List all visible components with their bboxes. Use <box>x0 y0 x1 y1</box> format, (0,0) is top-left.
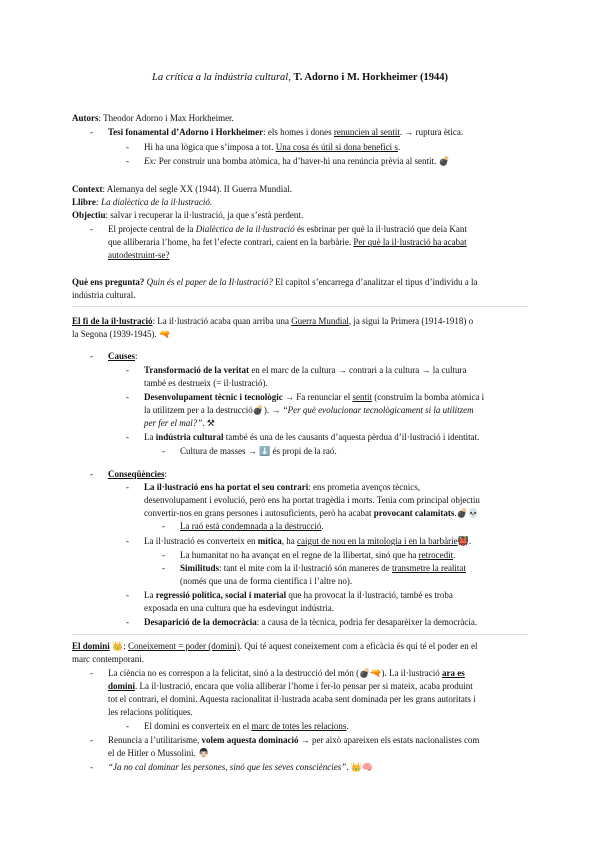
domini1-text3: tot el contrari, el domini. Aquesta racionalitat il·lustrada acaba sent dominada per les grans autoritats i <box>108 694 476 704</box>
cause2-bold: Desenvolupament tècnic i tecnològic <box>144 392 283 402</box>
question-label: Què ens pregunta? <box>72 277 145 287</box>
cons1-sub <box>180 520 324 532</box>
domini2-text3: el de Hitler o Mussolini. 👨🏻 <box>108 748 210 758</box>
domini1-sub-underline: marc de totes les relacions <box>251 721 347 731</box>
question-italic: Quin és el paper de la Il·lustració? <box>144 277 273 287</box>
cons1-sub-end: . <box>321 521 324 531</box>
consequences-colon: : <box>164 469 168 479</box>
authors-sub2 <box>144 155 450 167</box>
document-title <box>0 72 600 83</box>
fi-underline: Guerra Mundial <box>291 316 349 326</box>
cause2-line1 <box>144 391 484 403</box>
cons1-text3: convertir-nos en grans persones i autosuficients, però ha acabat <box>144 508 374 518</box>
cons2-sub2-text2: (només que una de forma científica i l’altre no). <box>180 576 353 586</box>
cause2-text3: la utilitzem per a la destrucció💣). → <box>144 405 283 415</box>
bullet-dash: - <box>90 224 93 234</box>
context-item-line3 <box>108 249 169 261</box>
cons2-sub2-bold: Similituds <box>180 563 220 573</box>
cons2-end: 👹. <box>457 536 472 546</box>
sub2-text: Per construir una bomba atòmica, ha d’haver-hi una renúncia prèvia al sentit. 💣 <box>156 156 450 166</box>
bullet-dash: - <box>90 127 93 137</box>
bullet-dash: - <box>126 482 129 492</box>
fi-label: El fi de la il·lustració <box>72 316 153 326</box>
cause3-sub-text: Cultura de masses → ⬇️ és propi de la raó. <box>180 446 337 456</box>
domini1-sub <box>144 720 349 732</box>
context-item-line1 <box>108 223 467 235</box>
bullet-dash: - <box>126 590 129 600</box>
authors-value: : Theodor Adorno i Max Horkheimer. <box>98 113 234 123</box>
ctx-question: Per què la il·lustració ha acabat <box>353 237 467 247</box>
causes-heading <box>108 350 138 362</box>
cons3-bold: regressió política, social i material <box>155 590 287 600</box>
cause1-bold: Transformació de la veritat <box>144 365 250 375</box>
cause3-sub <box>180 445 337 457</box>
cons2-text2: , ha <box>281 536 297 546</box>
domini1-line4 <box>108 706 193 718</box>
fi-text3: la Segona (1939-1945). 🔫 <box>72 329 171 339</box>
domini-label: El domini <box>72 641 110 651</box>
cons4-line1 <box>144 616 477 628</box>
cons2-sub2-underline: transmetre la realitat <box>391 563 466 573</box>
cons1-bold: La il·lustració ens ha portat el seu contrari <box>144 482 309 492</box>
book-line <box>72 196 212 208</box>
cause2-end: . ⚒ <box>202 418 215 428</box>
domini1-underline2: domini <box>108 681 136 691</box>
domini3-line <box>108 761 373 773</box>
domini1-line1 <box>108 667 465 679</box>
cause1-text: en el marc de la cultura → contrari a la cultura → la cultura <box>249 365 467 375</box>
cause2-quote-end: per fer el mal?” <box>144 418 203 428</box>
domini-text: . Qui té aquest coneixement com a eficàcia és qui té el poder en el <box>239 641 478 651</box>
bullet-dash: - <box>162 521 165 531</box>
domini3-quote: “Ja no cal dominar les persones, sinó que les seves consciències” <box>108 762 347 772</box>
context-line <box>72 183 292 195</box>
question-line1 <box>72 276 478 288</box>
cons1-text: : ens prometia avenços tècnics, <box>308 482 420 492</box>
cons3-text3: exposada en una cultura que ha esdevingut indústria. <box>144 603 334 613</box>
bullet-dash: - <box>126 156 129 166</box>
domini-line2 <box>72 653 144 665</box>
divider <box>72 306 528 307</box>
bullet-dash: - <box>126 536 129 546</box>
bullet-dash: - <box>126 617 129 627</box>
cons3-text: La <box>144 590 156 600</box>
cons2-sub1-underline: retrocedit <box>418 550 454 560</box>
bullet-dash: - <box>126 392 129 402</box>
bullet-dash: - <box>126 365 129 375</box>
cons2-line1 <box>144 535 471 547</box>
objective-value: : salvar i recuperar la il·lustració, ja que s’està perdent. <box>105 210 304 220</box>
domini-text2: marc contemporani. <box>72 654 144 664</box>
domini1-sub-end: . <box>346 721 349 731</box>
cons3-line2 <box>144 602 334 614</box>
fi-line1 <box>72 315 473 327</box>
sub1-end: . <box>397 142 401 152</box>
domini2-bold: volem aquesta dominació <box>201 735 299 745</box>
cause2-underline: sentit <box>352 392 372 402</box>
bullet-dash: - <box>162 446 165 456</box>
cause2-text: → Fa renunciar el <box>282 392 353 402</box>
cause3-bold: indústria cultural <box>155 432 224 442</box>
cons1-text2: desenvolupament i evolució, però ens ha portat tragèdia i morts. Tenia com principal objectiu <box>144 495 480 505</box>
domini-underline: Coneixement = poder (domini) <box>127 641 240 651</box>
domini1-text2: . La il·lustració, encara que volia alliberar l’home i fer-lo pensar per si mateix, acaba produint <box>135 681 473 691</box>
cause1-line2 <box>144 377 268 389</box>
ctx-text2: és esbrinar per què la il·lustració que deia Kant <box>294 224 467 234</box>
cons1-end: .💣💀 <box>454 508 479 518</box>
bullet-dash: - <box>90 668 93 678</box>
authors-sub1 <box>144 141 400 153</box>
bullet-dash: - <box>90 351 93 361</box>
book-label: Llibre <box>72 197 96 207</box>
consequences-label: Conseqüències <box>108 469 165 479</box>
cons2-text: La il·lustració es converteix en <box>144 536 258 546</box>
domini2-text: Renuncia a l’utilitarisme, <box>108 735 202 745</box>
question-text: El capítol s’encarrega d’analitzar el tipus d’individu a la <box>272 277 478 287</box>
cons2-bold: mítica <box>257 536 282 546</box>
cons1-line2 <box>144 494 480 506</box>
cause1-line1 <box>144 364 466 376</box>
ctx-italic: Dialèctica de la il·lustració <box>195 224 295 234</box>
bullet-dash: - <box>126 432 129 442</box>
ctx-text: El projecte central de la <box>108 224 196 234</box>
domini1-line3 <box>108 693 476 705</box>
domini1-underline: ara es <box>442 668 465 678</box>
bullet-dash: - <box>90 469 93 479</box>
objective-line <box>72 209 303 221</box>
cause3-text2: també és una de les causants d’aquesta pèrdua d’il·lustració i identitat. <box>223 432 480 442</box>
book-value: : La dialèctica de la il·lustració. <box>95 197 213 207</box>
cons4-text: : a causa de la tècnica, podria fer desaparèixer la democràcia. <box>256 617 478 627</box>
fi-text: : La il·lustració acaba quan arriba una <box>152 316 292 326</box>
domini2-line1 <box>108 734 479 746</box>
fi-text2: , ja sigui la Primera (1914-1918) o <box>348 316 474 326</box>
cause2-line2 <box>144 404 474 416</box>
question-text2: indústria cultural. <box>72 290 136 300</box>
bullet-dash: - <box>90 735 93 745</box>
cons2-sub1-end: . <box>453 550 456 560</box>
causes-colon: : <box>135 351 138 361</box>
cons2-sub1 <box>180 549 455 561</box>
cause3-line1 <box>144 431 479 443</box>
context-label: Context <box>72 184 103 194</box>
cons1-line1 <box>144 481 420 493</box>
ctx-question-end: autodestruint-se? <box>108 250 170 260</box>
domini2-text2: → per això apareixen els estats nacionalistes com <box>298 735 480 745</box>
cause2-text2: (construïm la bomba atòmica i <box>371 392 485 402</box>
thesis-text: : els homes i dones <box>263 127 334 137</box>
authors-label: Autors <box>72 113 99 123</box>
context-value: : Alemanya del segle XX (1944). II Guerra Mundial. <box>102 184 292 194</box>
cons2-sub2-line2 <box>180 575 352 587</box>
causes-label: Causes <box>108 351 136 361</box>
domini1-sub-text: El domini es converteix en el <box>144 721 252 731</box>
cause1-text2: també es destrueix (= il·lustració). <box>144 378 268 388</box>
bullet-dash: - <box>162 563 165 573</box>
domini1-line2 <box>108 680 473 692</box>
bullet-dash: - <box>162 550 165 560</box>
domini1-text: La ciència no es correspon a la felicitat, sinó a la destrucció del món (💣🔫). La il·lustració <box>108 668 443 678</box>
domini-crown: 👑: <box>109 641 128 651</box>
cause2-line3 <box>144 417 215 429</box>
authors-thesis <box>108 126 463 138</box>
domini1-text4: les relacions polítiques. <box>108 707 193 717</box>
cons4-bold: Desaparició de la democràcia <box>144 617 257 627</box>
divider <box>72 634 528 635</box>
cons1-line3 <box>144 507 479 519</box>
thesis-label: Tesi fonamental d’Adorno i Horkheimer <box>108 127 264 137</box>
cons1-sub-underline: La raó està condemnada a la destrucció <box>180 521 322 531</box>
cons2-underline: caigut de nou en la mitologia i en la barbàrie <box>296 536 458 546</box>
context-item-line2 <box>108 236 467 248</box>
cons1-bold2: provocant calamitats <box>373 508 455 518</box>
sub1-underline: Una cosa és útil si dona benefici s <box>275 142 398 152</box>
cause2-quote: “Per què evolucionar tecnològicament si la utilitzem <box>282 405 474 415</box>
thesis-underline: renuncien al sentit <box>333 127 400 137</box>
cons3-text2: que ha provocat la il·lustració, també es troba <box>286 590 453 600</box>
objective-label: Objectiu <box>72 210 106 220</box>
thesis-end: . → ruptura ètica. <box>399 127 464 137</box>
consequences-heading <box>108 468 167 480</box>
cons3-line1 <box>144 589 453 601</box>
cons2-sub2-text: : tant el mite com la il·lustració són maneres de <box>219 563 392 573</box>
question-line2 <box>72 289 135 301</box>
domini3-end: . 👑🧠 <box>346 762 374 772</box>
ctx-text3: que alliberaria l’home, ha fet l’efecte contrari, caient en la barbàrie. <box>108 237 354 247</box>
fi-line2 <box>72 328 170 340</box>
sub1-text: Hi ha una lògica que s’imposa a tot. <box>144 142 276 152</box>
authors-line <box>72 112 234 124</box>
domini-line1 <box>72 640 477 652</box>
bullet-dash: - <box>90 762 93 772</box>
bullet-dash: - <box>126 142 129 152</box>
title-italic: La crítica a la indústria cultural, <box>152 72 291 83</box>
sub2-example: Ex: <box>144 156 157 166</box>
cons2-sub2-line1 <box>180 562 466 574</box>
cons2-sub1-text: La humanitat no ha avançat en el regne de la llibertat, sinó que ha <box>180 550 419 560</box>
domini2-line2 <box>108 747 209 759</box>
cause3-text: La <box>144 432 156 442</box>
title-bold: T. Adorno i M. Horkheimer (1944) <box>293 72 448 83</box>
bullet-dash: - <box>126 721 129 731</box>
